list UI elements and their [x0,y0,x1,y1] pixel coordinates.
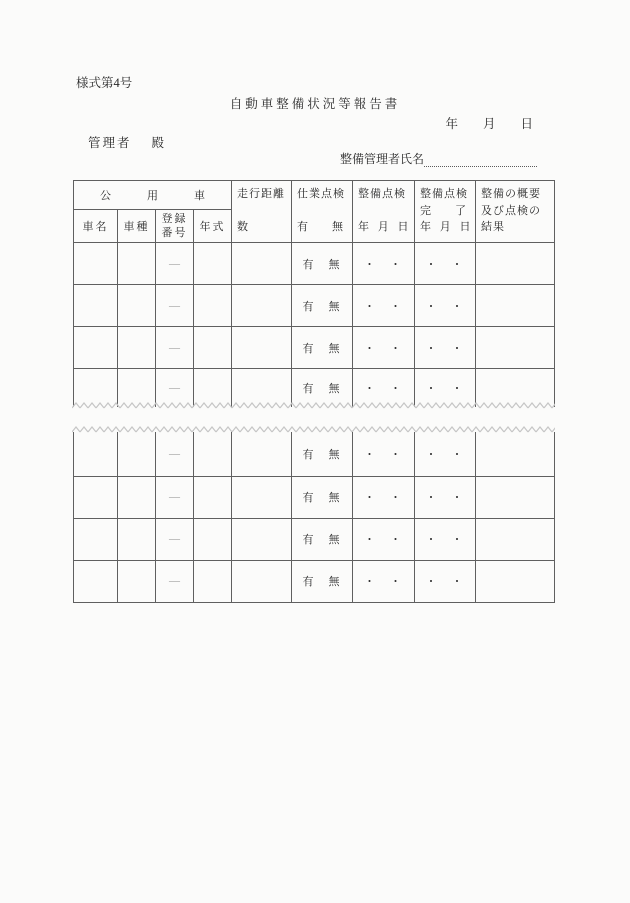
maintenance-table-lower [73,432,555,603]
header-mileage [232,181,292,243]
cell-vehicle-name [74,518,118,560]
cell-preop-check: 有 無 [292,327,353,369]
public-vehicle-char: 用 [147,190,158,203]
preop-yes-label: 有 [297,220,309,233]
cell-maintenance-date: ・ ・ [353,327,415,369]
completion-title: 整備点検 [420,188,468,200]
cell-preop-check: 有 無 [292,369,353,407]
signature-line [340,150,537,167]
header-maintenance-check [353,181,415,243]
completion-char: 完 [420,204,432,217]
cell-mileage [232,369,292,407]
cell-preop-check: 有 無 [292,432,353,476]
cell-maintenance-date: ・ ・ [353,285,415,327]
preop-no-label: 無 [332,220,344,233]
header-vehicle-name: 車名 [74,210,118,243]
summary-label-line1: 整備の概要 [481,188,541,200]
cell-mileage [232,518,292,560]
cell-summary [476,432,555,476]
completion-date-label: 年 月 日 [420,221,472,233]
header-vehicle-type: 車種 [118,210,156,243]
cell-registration-number: — [156,243,194,285]
cell-registration-number: — [156,560,194,602]
cell-completion-date: ・ ・ [415,476,476,518]
manager-label: 管理者 [88,136,132,150]
cell-registration-number: — [156,476,194,518]
header-preop-check [292,181,353,243]
cell-vehicle-type [118,476,156,518]
summary-label-line2: 及び点検の [481,204,541,217]
cell-vehicle-type [118,518,156,560]
cell-registration-number: — [156,518,194,560]
cell-summary [476,327,555,369]
cell-completion-date: ・ ・ [415,432,476,476]
header-public-vehicle [74,181,232,210]
cell-summary [476,243,555,285]
cell-preop-check: 有 無 [292,476,353,518]
public-vehicle-char: 公 [100,190,111,203]
table-row [74,518,555,560]
cell-completion-date: ・ ・ [415,369,476,407]
addressee-line [88,133,166,151]
cell-mileage [232,560,292,602]
cell-summary [476,476,555,518]
mileage-label-line2: 数 [237,220,249,233]
public-vehicle-char: 車 [194,190,205,203]
cell-model-year [194,432,232,476]
table-row [74,560,555,602]
page-title: 自動車整備状況等報告書 [229,97,401,111]
cell-mileage [232,432,292,476]
signature-label: 整備管理者氏名 [340,152,425,166]
table-row [74,285,555,327]
cell-completion-date: ・ ・ [415,285,476,327]
cell-preop-check: 有 無 [292,560,353,602]
cell-vehicle-name [74,476,118,518]
cell-vehicle-type [118,285,156,327]
table-row [74,243,555,285]
table-row [74,369,555,407]
maintenance-check-title: 整備点検 [358,188,406,200]
honorific-label: 殿 [151,136,167,150]
cell-registration-number: — [156,432,194,476]
summary-label-line3: 結果 [481,221,505,233]
completion-char: 了 [455,204,467,217]
cell-mileage [232,476,292,518]
date-month-label: 月 [482,117,496,131]
header-summary [476,181,555,243]
cell-mileage [232,285,292,327]
cell-maintenance-date: ・ ・ [353,243,415,285]
cell-maintenance-date: ・ ・ [353,476,415,518]
cell-maintenance-date: ・ ・ [353,518,415,560]
cell-registration-number: — [156,327,194,369]
cell-summary [476,285,555,327]
cell-preop-check: 有 無 [292,243,353,285]
cell-vehicle-name [74,369,118,407]
cell-completion-date: ・ ・ [415,243,476,285]
cell-model-year [194,327,232,369]
cell-preop-check: 有 無 [292,518,353,560]
cell-vehicle-type [118,327,156,369]
cell-maintenance-date: ・ ・ [353,432,415,476]
mileage-label-line1: 走行距離 [237,188,285,200]
cell-vehicle-name [74,432,118,476]
cell-registration-number: — [156,285,194,327]
cell-maintenance-date: ・ ・ [353,369,415,407]
maintenance-check-date-label: 年 月 日 [358,220,410,233]
cell-completion-date: ・ ・ [415,518,476,560]
header-model-year: 年式 [194,210,232,243]
preop-check-title: 仕業点検 [297,188,345,200]
cell-vehicle-type [118,369,156,407]
cell-vehicle-name [74,327,118,369]
cell-preop-check: 有 無 [292,285,353,327]
cell-summary [476,369,555,407]
header-registration-number: 登録番号 [156,210,194,243]
cell-vehicle-name [74,560,118,602]
table-row [74,476,555,518]
maintenance-table-upper [73,180,555,407]
cell-model-year [194,560,232,602]
cell-mileage [232,243,292,285]
cell-model-year [194,285,232,327]
cell-vehicle-type [118,560,156,602]
signature-fill-line [424,152,537,167]
date-line [445,114,630,132]
cell-vehicle-name [74,243,118,285]
cell-completion-date: ・ ・ [415,560,476,602]
cell-summary [476,560,555,602]
cell-model-year [194,243,232,285]
cell-mileage [232,327,292,369]
date-day-label: 日 [520,117,533,131]
cell-completion-date: ・ ・ [415,327,476,369]
table-row [74,432,555,476]
date-year-label: 年 [445,117,458,131]
cell-model-year [194,518,232,560]
cell-vehicle-type [118,243,156,285]
cell-vehicle-name [74,285,118,327]
cell-model-year [194,476,232,518]
cell-summary [476,518,555,560]
header-maintenance-completion [415,181,476,243]
table-row [74,327,555,369]
cell-model-year [194,369,232,407]
cell-maintenance-date: ・ ・ [353,560,415,602]
cell-vehicle-type [118,432,156,476]
form-number: 様式第4号 [76,76,133,90]
cell-registration-number: — [156,369,194,407]
